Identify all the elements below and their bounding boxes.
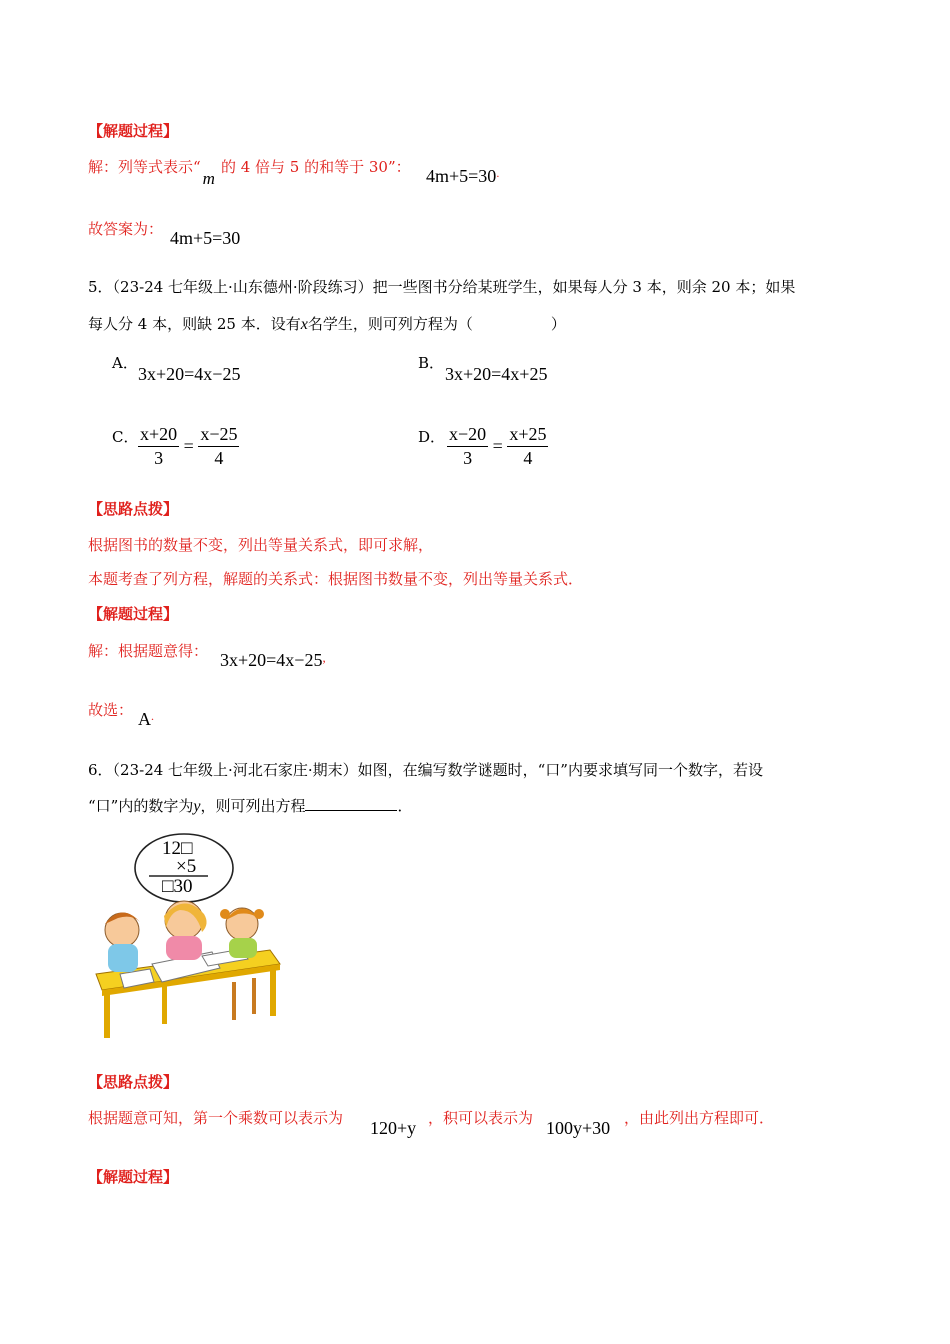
- answer-label: 故答案为：: [88, 220, 164, 238]
- q5-hint-header: 【思路点拨】: [88, 500, 179, 518]
- q5-option-b-expr: 3x+20=4x+25: [445, 364, 548, 384]
- q5-option-d-expr: $\frac{x-20}{3}$ = $\frac{x+25}{4}$: [449, 424, 547, 468]
- answer-equation: 4m+5=30: [170, 228, 241, 248]
- q5-solution-equation: 3x+20=4x−25,: [220, 650, 326, 670]
- fraction: $\frac{x-20}{3}$: [449, 424, 487, 468]
- q6-hint-header: 【思路点拨】: [88, 1073, 179, 1091]
- q6-solution-header: 【解题过程】: [88, 1168, 179, 1186]
- q6-hint-expr2: 100y+30: [546, 1118, 611, 1138]
- q5-hint-line1: 根据图书的数量不变，列出等量关系式，即可求解，: [88, 536, 434, 554]
- fraction: $\frac{x+25}{4}$: [509, 424, 547, 468]
- q6-hint-expr1: 120+y: [370, 1118, 417, 1138]
- q5-choice-label: 故选：: [88, 701, 134, 719]
- q5-option-a-label: A．: [112, 354, 138, 372]
- q5-option-c-label: C．: [112, 428, 139, 446]
- illustration: [92, 832, 284, 1042]
- q5-solution-header: 【解题过程】: [88, 605, 179, 623]
- variable-m: m: [202, 169, 215, 188]
- q6-hint-text-b: ，积可以表示为: [428, 1109, 534, 1127]
- q6-hint-text-c: ，由此列出方程即可．: [624, 1109, 775, 1127]
- solution-line: 解：列等式表示“m的 4 倍与 5 的和等于 30”：: [88, 158, 411, 188]
- q5-option-a-expr: 3x+20=4x−25: [138, 364, 241, 384]
- fraction: $\frac{x-25}{4}$: [200, 424, 238, 468]
- bubble-row1: 12□: [162, 838, 193, 859]
- q5-stem-line1: 5．（23-24 七年级上·山东德州·阶段练习）把一些图书分给某班学生，如果每人分 3 本，则余 20 本；如果: [88, 278, 796, 296]
- bubble-row2: ×5: [176, 856, 197, 877]
- q6-hint-text-a: 根据题意可知，第一个乘数可以表示为: [88, 1109, 344, 1127]
- q5-choice-value: A.: [138, 709, 154, 729]
- q6-stem-line2: “口”内的数字为y，则可列出方程 ．: [88, 797, 413, 815]
- answer-blank: [305, 796, 397, 811]
- bubble-row3: □30: [162, 876, 193, 897]
- q5-stem-line2: 每人分 4 本，则缺 25 本．设有x名学生，则可列方程为（ ）: [88, 315, 566, 333]
- fraction: $\frac{x+20}{3}$: [140, 424, 178, 468]
- q5-option-b-label: B．: [418, 354, 445, 372]
- q5-option-d-label: D．: [418, 428, 446, 446]
- q5-solution-prefix: 解：根据题意得：: [88, 642, 209, 660]
- solution-header: 【解题过程】: [88, 122, 179, 140]
- q6-stem-line1: 6．（23-24 七年级上·河北石家庄·期末）如图，在编写数学谜题时，“口”内要求填写同一个数字，若设: [88, 761, 763, 779]
- q5-option-c-expr: $\frac{x+20}{3}$ = $\frac{x-25}{4}$: [140, 424, 238, 468]
- solution-equation: 4m+5=30.: [426, 166, 500, 186]
- q5-hint-line2: 本题考查了列方程，解题的关系式：根据图书数量不变，列出等量关系式．: [88, 570, 584, 588]
